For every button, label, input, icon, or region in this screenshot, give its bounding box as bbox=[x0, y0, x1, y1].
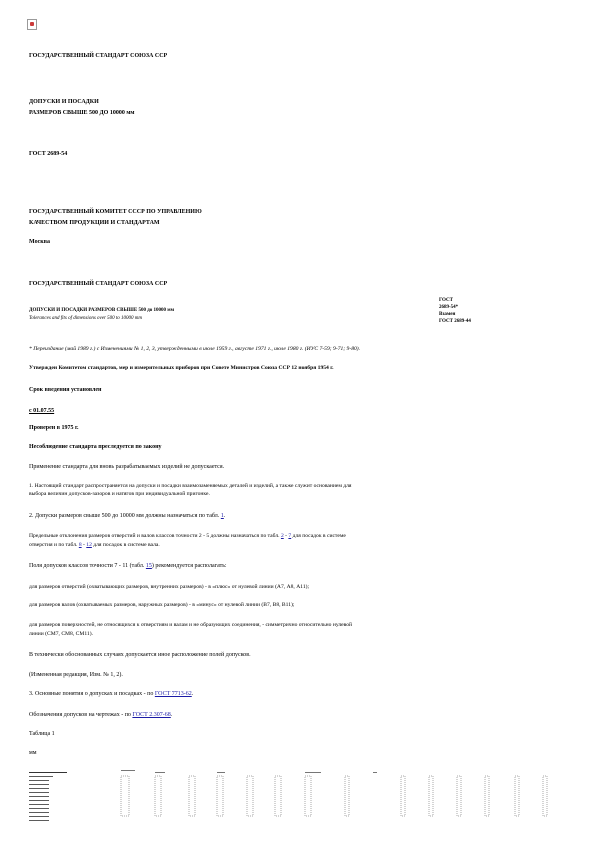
committee-line2: КАЧЕСТВОМ ПРОДУКЦИИ И СТАНДАРТАМ bbox=[29, 220, 160, 226]
gost-2-307-68-link[interactable]: ГОСТ 2.307-68 bbox=[132, 712, 171, 718]
header-right-line: ГОСТ bbox=[439, 298, 453, 303]
table-12-link[interactable]: 12 bbox=[86, 542, 92, 548]
table-texture-mark bbox=[29, 792, 49, 793]
paragraph-3-line2 bbox=[29, 541, 160, 549]
standard-title-top: ГОСУДАРСТВЕННЫЙ СТАНДАРТ СОЮЗА ССР bbox=[29, 53, 168, 59]
table-texture-mark bbox=[29, 776, 53, 777]
paragraph-2 bbox=[29, 512, 225, 520]
doc-title-line1: ДОПУСКИ И ПОСАДКИ bbox=[29, 99, 99, 105]
table-texture-mark bbox=[485, 776, 489, 816]
table-2-link[interactable]: 2 bbox=[280, 533, 284, 539]
term-date: с 01.07.55 bbox=[29, 408, 55, 414]
gost-7713-62-link[interactable]: ГОСТ 7713-62 bbox=[154, 691, 192, 697]
header-right-line: ГОСТ 2689-44 bbox=[439, 319, 471, 324]
broken-image-icon bbox=[27, 19, 37, 30]
paragraph-10-text: 3. Основные понятия о допусках и посадках - по bbox=[29, 691, 155, 697]
standard-title-top2: ГОСУДАРСТВЕННЫЙ СТАНДАРТ СОЮЗА ССР bbox=[29, 281, 168, 287]
table-texture-mark bbox=[275, 776, 281, 816]
gost-number: ГОСТ 2689-54 bbox=[29, 151, 68, 157]
table-texture-mark bbox=[217, 772, 225, 773]
table-texture-mark bbox=[217, 776, 223, 816]
header-title-en: Tolerances and fits of dimensions over 500 to 10000 mm bbox=[29, 316, 143, 321]
table-texture-mark bbox=[29, 788, 49, 789]
paragraph-4 bbox=[29, 562, 227, 570]
table-texture-mark bbox=[121, 776, 129, 816]
table-texture-mark bbox=[121, 770, 135, 771]
violation-note: Несоблюдение стандарта преследуется по закону bbox=[29, 444, 162, 450]
paragraph-2-text: 2. Допуски размеров свыше 500 до 10000 мм должны назначаться по табл. bbox=[29, 513, 221, 519]
checked-note: Проверен в 1975 г. bbox=[29, 425, 79, 431]
paragraph-3-text: - bbox=[283, 533, 289, 539]
table-texture-mark bbox=[29, 784, 49, 785]
table-texture-mark bbox=[305, 772, 321, 773]
table-texture-mark bbox=[29, 800, 49, 801]
paragraph-10 bbox=[29, 690, 193, 698]
header-right-block bbox=[439, 297, 471, 325]
paragraph-2-end: . bbox=[223, 513, 226, 519]
paragraph-4-text: ) рекомендуется располагать: bbox=[151, 563, 227, 569]
table-texture-mark bbox=[29, 816, 49, 817]
table-texture-mark bbox=[189, 776, 195, 816]
table-texture-mark bbox=[373, 772, 377, 773]
paragraph-3-text: для посадок в системе bbox=[291, 533, 346, 539]
paragraph-3-line1 bbox=[29, 532, 346, 540]
table-texture-mark bbox=[543, 776, 547, 816]
paragraph-8: В технически обоснованных случаях допускается иное расположение полей допусков. bbox=[29, 652, 251, 658]
applying-note: Применение стандарта для вновь разрабатываемых изделий не допускается. bbox=[29, 464, 225, 470]
table-1-link[interactable]: 1 bbox=[220, 513, 224, 519]
paragraph-7-line2: линии (СМ7, СМ8, СМ11). bbox=[29, 631, 93, 637]
paragraph-11 bbox=[29, 711, 172, 719]
paragraph-5: для размеров отверстий (охватывающих размеров, внутренних размеров) - в «плюс» от нулевой линии (А7, А8, А11); bbox=[29, 584, 310, 590]
paragraph-10-end: . bbox=[191, 691, 194, 697]
paragraph-1-line1: 1. Настоящий стандарт распространяется на допуски и посадки взаимозаменяемых деталей и изделий, а также служит основанием для bbox=[29, 483, 352, 489]
paragraph-3-text: Предельные отклонения размеров отверстий и валов классов точности 2 - 5 должны назначаться по табл. bbox=[29, 533, 281, 539]
table-8-link[interactable]: 8 bbox=[78, 542, 82, 548]
table-texture-mark bbox=[401, 776, 405, 816]
table-caption: Таблица 1 bbox=[29, 731, 55, 737]
paragraph-11-end: . bbox=[170, 712, 173, 718]
table-texture-mark bbox=[29, 812, 49, 813]
paragraph-6: для размеров валов (охватываемых размеров, наружных размеров) - в «минус» от нулевой линии (В7, В8, В11); bbox=[29, 602, 295, 608]
table-texture-mark bbox=[29, 804, 49, 805]
paragraph-3-text: для посадок в системе вала. bbox=[91, 542, 160, 548]
table-texture-mark bbox=[155, 776, 161, 816]
paragraph-4-text: Поля допусков классов точности 7 - 11 (табл. bbox=[29, 563, 146, 569]
table-texture-mark bbox=[515, 776, 519, 816]
paragraph-3-text: отверстия и по табл. bbox=[29, 542, 79, 548]
table-texture-mark bbox=[345, 776, 349, 816]
committee-line1: ГОСУДАРСТВЕННЫЙ КОМИТЕТ СССР ПО УПРАВЛЕНИЮ bbox=[29, 209, 202, 215]
tolerance-table-texture bbox=[29, 770, 560, 832]
paragraph-3-text: - bbox=[81, 542, 87, 548]
reissue-note: * Переиздание (май 1989 г.) с Изменениями № 1, 2, 3, утвержденными в июле 1959 г., августе 1971 г., июле 1980 г. (ИУС 7-59; 9-71; 9-80). bbox=[29, 346, 361, 352]
paragraph-11-text: Обозначения допусков на чертежах - по bbox=[29, 712, 133, 718]
header-right-line: Взамен bbox=[439, 312, 456, 317]
table-texture-mark bbox=[155, 772, 165, 773]
paragraph-9: (Измененная редакция, Изм. № 1, 2). bbox=[29, 672, 123, 678]
table-texture-mark bbox=[457, 776, 461, 816]
table-texture-mark bbox=[247, 776, 253, 816]
table-15-link[interactable]: 15 bbox=[145, 563, 152, 569]
table-texture-mark bbox=[29, 820, 49, 821]
approved-note: Утвержден Комитетом стандартов, мер и измерительных приборов при Совете Министров Союза ССР 12 ноября 1954 г. bbox=[29, 365, 334, 371]
paragraph-7-line1: для размеров поверхностей, не относящихся к отверстиям и валам и не образующих соединения, - симметрично относительно нулевой bbox=[29, 622, 353, 628]
doc-title-line2: РАЗМЕРОВ СВЫШЕ 500 ДО 10000 мм bbox=[29, 110, 135, 116]
table-unit: мм bbox=[29, 750, 37, 756]
paragraph-1-line2: выбора величин допусков-зазоров и натягов при индивидуальной пригонке. bbox=[29, 491, 210, 497]
table-texture-mark bbox=[29, 772, 67, 773]
term-label: Срок введения установлен bbox=[29, 387, 102, 393]
city: Москва bbox=[29, 239, 50, 245]
header-right-line: 2689-54* bbox=[439, 305, 459, 310]
table-texture-mark bbox=[29, 808, 49, 809]
header-title-ru: ДОПУСКИ И ПОСАДКИ РАЗМЕРОВ СВЫШЕ 500 до 10000 мм bbox=[29, 308, 175, 313]
table-texture-mark bbox=[429, 776, 433, 816]
table-7-link[interactable]: 7 bbox=[288, 533, 292, 539]
table-texture-mark bbox=[29, 780, 49, 781]
table-texture-mark bbox=[305, 776, 311, 816]
table-texture-mark bbox=[29, 796, 49, 797]
